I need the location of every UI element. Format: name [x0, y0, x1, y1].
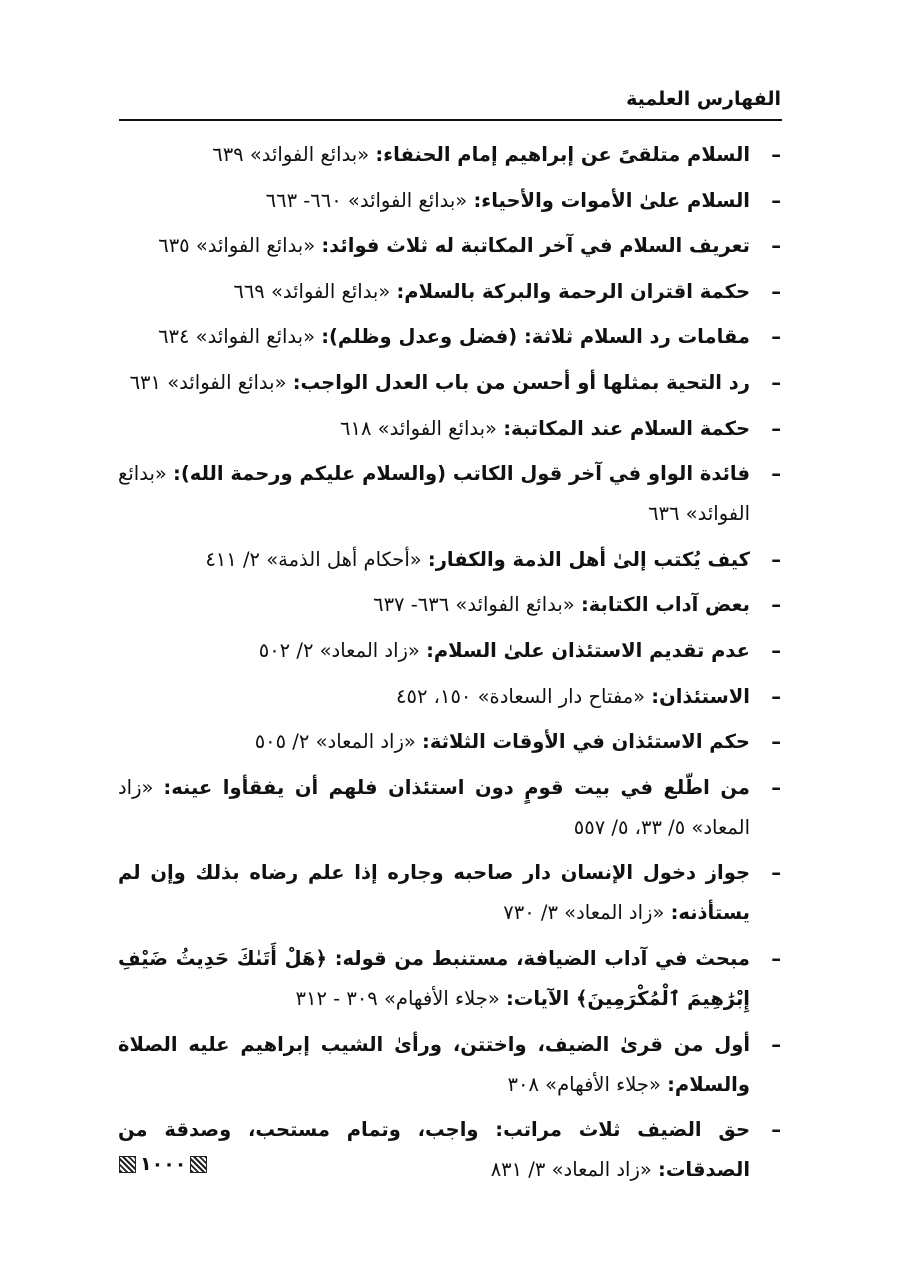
entry-topic: حكمة السلام عند المكاتبة: [503, 416, 750, 440]
index-entry [118, 768, 781, 848]
right-ornament-icon [190, 1156, 207, 1173]
entry-topic: كيف يُكتب إلىٰ أهل الذمة والكفار: [427, 547, 750, 571]
entry-reference: «زاد المعاد» ٢/ ٥٠٢ [258, 638, 420, 662]
entry-reference: «بدائع الفوائد» ٦٦٠- ٦٦٣ [265, 188, 468, 212]
entry-dash: – [771, 143, 781, 166]
index-entry [118, 135, 781, 175]
index-entry [118, 631, 781, 671]
page-number-block [119, 1149, 207, 1179]
entry-reference: «بدائع الفوائد» ٦٣٤ [158, 325, 316, 349]
index-entries-list [118, 135, 781, 1196]
index-entry [118, 454, 781, 534]
index-entry [118, 677, 781, 717]
entry-reference: «بدائع الفوائد» ٦٦٩ [233, 279, 391, 303]
entry-topic: حق الضيف ثلاث مراتب: واجب، وتمام مستحب، وصدقة من الصدقات: [118, 1118, 750, 1182]
index-entry [118, 853, 781, 933]
left-ornament-icon [119, 1156, 136, 1173]
entry-topic: تعريف السلام في آخر المكاتبة له ثلاث فوائد: [321, 234, 750, 258]
entry-dash: – [771, 279, 781, 303]
entry-reference: «زاد المعاد» ٥/ ٣٣، ٥/ ٥٥٧ [118, 775, 750, 839]
entry-dash: – [771, 638, 781, 662]
entry-dash: – [771, 462, 781, 486]
index-entry [118, 409, 781, 449]
index-entry [118, 181, 781, 221]
entry-topic: عدم تقديم الاستئذان علىٰ السلام: [426, 638, 750, 662]
entry-topic: مقامات رد السلام ثلاثة: (فضل وعدل وظلم): [321, 325, 750, 349]
entry-topic: مبحث في آداب الضيافة، مستنبط من قوله: ﴿هَلْ أَتَىٰكَ حَدِيثُ ضَيْفِ إِبْرَٰهِيمَ ٱلْمُكْرَمِينَ﴾ الآيات: [118, 946, 750, 1010]
entry-dash: – [771, 861, 781, 885]
index-entry [118, 226, 781, 266]
entry-reference: «بدائع الفوائد» ٦١٨ [340, 416, 497, 440]
entry-dash: – [771, 188, 781, 212]
entry-reference: «بدائع الفوائد» ٦٣٥ [158, 234, 316, 258]
entry-topic: حكم الاستئذان في الأوقات الثلاثة: [422, 730, 750, 754]
entry-topic: أول من قرىٰ الضيف، واختتن، ورأىٰ الشيب إبراهيم عليه الصلاة والسلام: [118, 1032, 750, 1096]
entry-reference: «زاد المعاد» ٣/ ٧٣٠ [503, 901, 665, 925]
entry-dash: – [771, 730, 781, 754]
entry-topic: رد التحية بمثلها أو أحسن من باب العدل الواجب: [292, 370, 750, 394]
entry-dash: – [771, 416, 781, 440]
entry-dash: – [771, 946, 781, 970]
entry-dash: – [771, 370, 781, 394]
header-rule [119, 119, 782, 121]
entry-reference: «بدائع الفوائد» ٦٣٩ [212, 143, 370, 166]
index-entry [118, 363, 781, 403]
entry-topic: حكمة اقتران الرحمة والبركة بالسلام: [396, 279, 750, 303]
index-entry [118, 1110, 781, 1190]
entry-dash: – [771, 684, 781, 708]
entry-dash: – [771, 234, 781, 258]
entry-topic: السلام متلقىً عن إبراهيم إمام الحنفاء: [375, 143, 750, 166]
page-number: ١٠٠٠ [140, 1153, 187, 1175]
entry-reference: «جلاء الأفهام» ٣٠٩ - ٣١٢ [295, 986, 500, 1010]
index-entry [118, 272, 781, 312]
entry-dash: – [771, 775, 781, 799]
index-entry [118, 1025, 781, 1105]
entry-reference: «جلاء الأفهام» ٣٠٨ [507, 1072, 661, 1096]
entry-topic: من اطّلع في بيت قومٍ دون استئذان فلهم أن يفقأوا عينه: [163, 775, 751, 799]
entry-topic: فائدة الواو في آخر قول الكاتب (والسلام عليكم ورحمة الله): [173, 462, 751, 486]
entry-reference: «زاد المعاد» ٣/ ٨٣١ [490, 1158, 652, 1182]
entry-topic: جواز دخول الإنسان دار صاحبه وجاره إذا علم رضاه بذلك وإن لم يستأذنه: [118, 861, 750, 925]
entry-reference: «مفتاح دار السعادة» ١٥٠، ٤٥٢ [396, 684, 646, 708]
entry-reference: «بدائع الفوائد» ٦٣٦- ٦٣٧ [373, 593, 575, 617]
index-entry [118, 540, 781, 580]
index-entry [118, 939, 781, 1019]
entry-dash: – [771, 593, 781, 617]
index-entry [118, 317, 781, 357]
entry-reference: «زاد المعاد» ٢/ ٥٠٥ [254, 730, 416, 754]
running-head-title: الفهارس العلمية [626, 88, 781, 110]
entry-reference: «أحكام أهل الذمة» ٢/ ٤١١ [205, 547, 422, 571]
entry-topic: بعض آداب الكتابة: [580, 593, 750, 617]
entry-dash: – [771, 1118, 781, 1142]
entry-topic: الاستئذان: [651, 684, 750, 708]
entry-dash: – [771, 547, 781, 571]
entry-dash: – [771, 1032, 781, 1056]
index-entry [118, 585, 781, 625]
entry-topic: السلام علىٰ الأموات والأحياء: [473, 188, 750, 212]
entry-reference: «بدائع الفوائد» ٦٣٦ [118, 462, 750, 526]
entry-reference: «بدائع الفوائد» ٦٣١ [129, 370, 287, 394]
index-entry [118, 722, 781, 762]
entry-dash: – [771, 325, 781, 349]
